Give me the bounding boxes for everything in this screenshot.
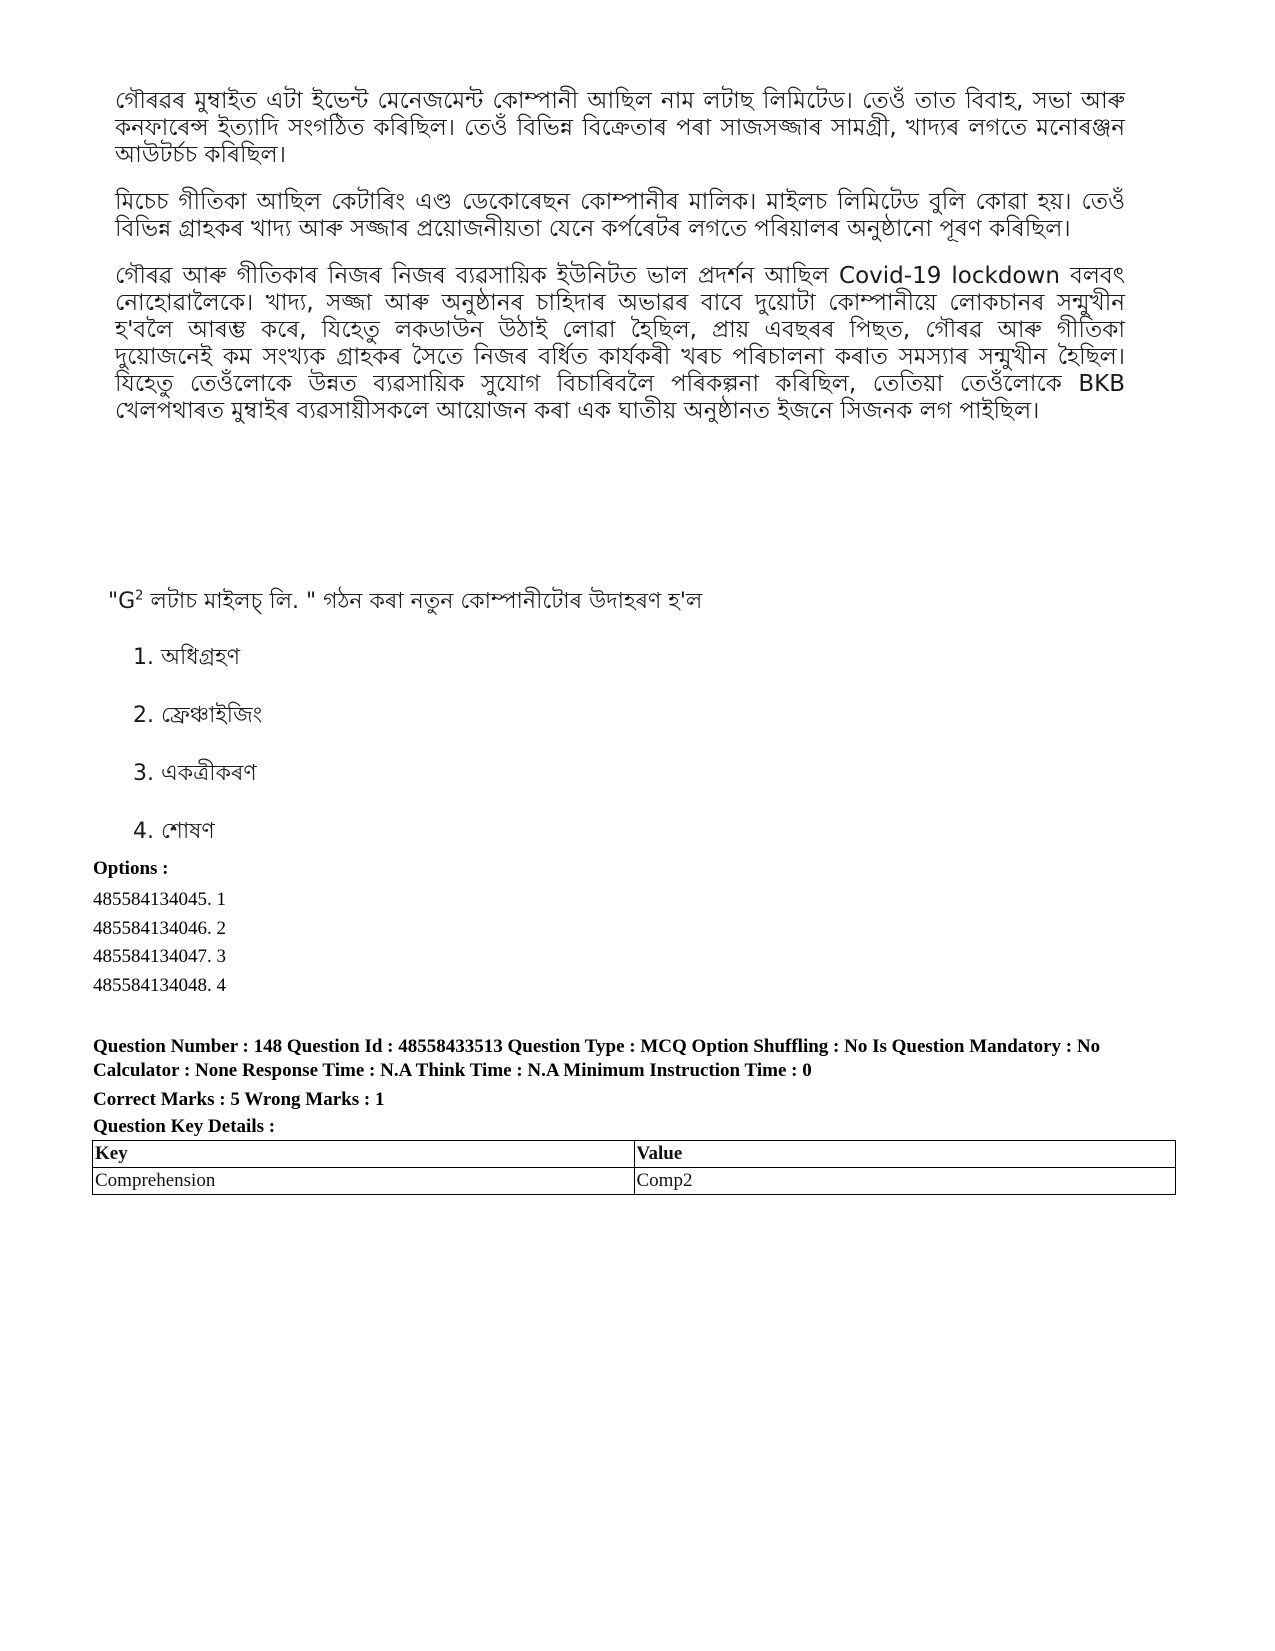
table-header: Value: [634, 1141, 1176, 1168]
table-cell: Comp2: [634, 1168, 1176, 1195]
key-details-table: [92, 1140, 1176, 1195]
table-header: Key: [93, 1141, 635, 1168]
question-metadata: Question Number : 148 Question Id : 48558433513 Question Type : MCQ Option Shuffling : No Is Question Mandatory : No Calculator : None Response Time : N.A Think Time : N.A Minimum Instruction Time : 0: [93, 1036, 1101, 1081]
key-details-title: Question Key Details :: [93, 1116, 276, 1137]
option-item: 485584134046. 2: [93, 917, 226, 939]
choice-item: 3. একত্ৰীকৰণ: [133, 761, 257, 786]
passage-paragraph: গৌৰৱ আৰু গীতিকাৰ নিজৰ নিজৰ ব্যৱসায়িক ইউনিটত ভাল প্ৰদৰ্শন আছিল Covid-19 lockdown বলবৎ নোহোৱালৈকে। খাদ্য, সজ্জা আৰু অনুষ্ঠানৰ চাহিদাৰ অভাৱৰ বাবে দুয়োটা কোম্পানীয়ে লোকচানৰ সন্মুখীন হ'বলৈ আৰম্ভ কৰে, যিহেতু লকডাউন উঠাই লোৱা হৈছিল, প্ৰায় এবছৰৰ পিছত, গৌৰৱ আৰু গীতিকা দুয়োজনেই কম সংখ্যক গ্ৰাহকৰ সৈতে নিজৰ বৰ্ধিত কাৰ্যকৰী খৰচ পৰিচালনা কৰাত সমস্যাৰ সন্মুখীন হৈছিল। যিহেতু তেওঁলোকে উন্নত ব্যৱসায়িক সুযোগ বিচাৰিবলৈ পৰিকল্পনা কৰিছিল, তেতিয়া তেওঁলোকে BKB খেলপথাৰত মুম্বাইৰ ব্যৱসায়ীসকলে আয়োজন কৰা এক ঘাতীয় অনুষ্ঠানত ইজনে সিজনক লগ পাইছিল।: [115, 263, 1125, 424]
options-title: Options :: [93, 858, 169, 879]
choice-item: 2. ফ্ৰেঞ্চাইজিং: [133, 703, 263, 728]
question-text: [108, 584, 1108, 621]
option-item: 485584134047. 3: [93, 946, 226, 967]
choice-item: 1. অধিগ্ৰহণ: [133, 645, 241, 670]
table-cell: Comprehension: [93, 1168, 635, 1195]
question-prefix: "G: [108, 589, 136, 614]
choice-item: 4. শোষণ: [133, 819, 215, 844]
marks-line: Correct Marks : 5 Wrong Marks : 1: [93, 1089, 385, 1110]
option-item: 485584134045. 1: [93, 889, 226, 910]
passage-paragraph: গৌৰৱৰ মুম্বাইত এটা ইভেন্ট মেনেজমেন্ট কোম্পানী আছিল নাম লটাছ লিমিটেড। তেওঁ তাত বিবাহ, সভা আৰু কনফাৰেন্স ইত্যাদি সংগঠিত কৰিছিল। তেওঁ বিভিন্ন বিক্ৰেতাৰ পৰা সাজসজ্জাৰ সামগ্ৰী, খাদ্যৰ লগতে মনোৰঞ্জন আউটৰ্চচ কৰিছিল।: [115, 88, 1125, 168]
question-superscript: 2: [135, 588, 144, 604]
table-header-row: [93, 1141, 1176, 1168]
answer-choices: [133, 640, 262, 872]
table-row: [93, 1168, 1176, 1195]
passage-paragraph: মিচেচ গীতিকা আছিল কেটাৰিং এণ্ড ডেকোৰেছন কোম্পানীৰ মালিক। মাইলচ লিমিটেড বুলি কোৱা হয়। তেওঁ বিভিন্ন গ্ৰাহকৰ খাদ্য আৰু সজ্জাৰ প্ৰয়োজনীয়তা যেনে কৰ্পৰেটৰ লগতে পৰিয়ালৰ অনুষ্ঠানো পূৰণ কৰিছিল।: [115, 189, 1125, 242]
comprehension-passage: [115, 88, 1125, 445]
options-list: [93, 886, 226, 1000]
option-item: 485584134048. 4: [93, 974, 226, 996]
question-rest: লটাচ মাইলচ্ লি. " গঠন কৰা নতুন কোম্পানীটোৰ উদাহৰণ হ'ল: [143, 589, 703, 614]
